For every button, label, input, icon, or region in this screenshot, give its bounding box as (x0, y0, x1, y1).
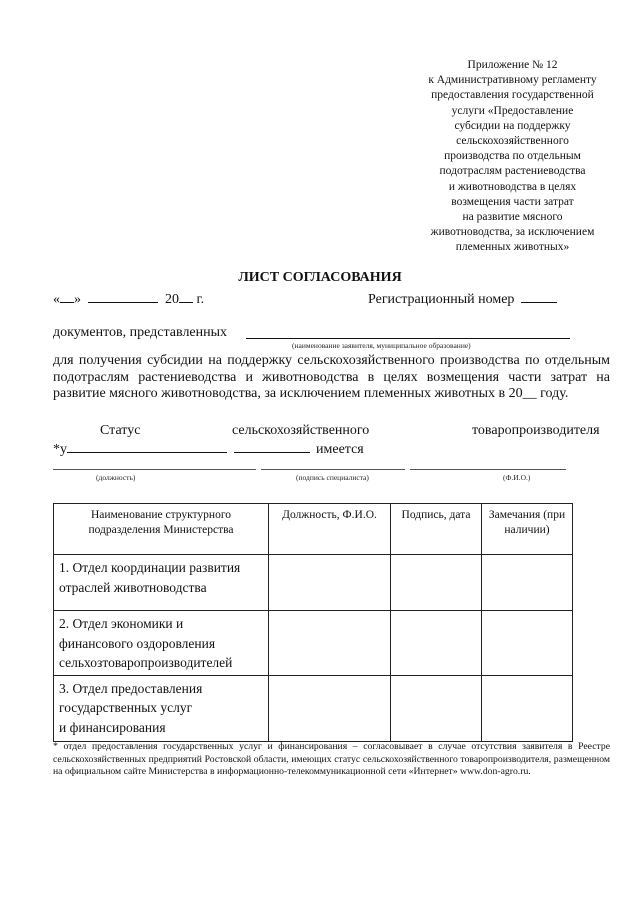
applicant-blank[interactable] (246, 338, 570, 339)
open-quote: « (53, 292, 60, 307)
month-blank[interactable] (88, 289, 158, 303)
table-row (54, 555, 573, 611)
appendix-line: Приложение № 12 (467, 59, 558, 71)
appendix-line: племенных животных» (455, 241, 570, 254)
remarks-cell[interactable] (482, 555, 573, 611)
position-line[interactable] (53, 469, 256, 470)
date-field (53, 289, 204, 308)
body-paragraph: для получения субсидии на поддержку сельскохозяйственного производства по отдельным подотраслям растениеводства и животноводства в целях возмещения части затрат на развитие мясного животноводства, за исключением племенных животных в 20__ году. (53, 353, 610, 402)
status-prefix: *у (53, 442, 67, 457)
year-blank[interactable] (179, 289, 193, 303)
signature-line[interactable] (261, 469, 405, 470)
registration-number-field (368, 289, 557, 308)
signature-date-cell[interactable] (391, 555, 482, 611)
document-title: ЛИСТ СОГЛАСОВАНИЯ (238, 270, 402, 285)
remarks-cell[interactable] (482, 611, 573, 676)
name-caption: (Ф.И.О.) (503, 473, 531, 482)
applicant-caption: (наименование заявителя, муниципальное образование) (292, 341, 471, 350)
header-signature-date: Подпись, дата (391, 504, 482, 555)
header-department: Наименование структурного подразделения Министерства (54, 504, 269, 555)
header-position-name: Должность, Ф.И.О. (269, 504, 391, 555)
name-line[interactable] (410, 469, 566, 470)
department-cell: 1. Отдел координации развития отраслей животноводства (54, 555, 269, 611)
day-blank[interactable] (60, 289, 74, 303)
signature-date-cell[interactable] (391, 611, 482, 676)
status-blank-1[interactable] (67, 439, 227, 453)
remarks-cell[interactable] (482, 675, 573, 741)
registration-label: Регистрационный номер (368, 292, 515, 307)
documents-label: документов, представленных (53, 325, 228, 340)
close-quote: » (74, 292, 81, 307)
appendix-line: предоставления государственной (431, 89, 594, 102)
table-row (54, 675, 573, 741)
year-prefix: 20 (165, 292, 179, 307)
status-word: Статус (100, 423, 141, 438)
appendix-line: подотраслям растениеводства (439, 165, 586, 178)
table-row (54, 611, 573, 676)
department-cell: 2. Отдел экономики и финансового оздоровления сельхозтоваропроизводителей (54, 611, 269, 676)
signature-caption: (подпись специалиста) (296, 473, 369, 482)
year-suffix: г. (196, 292, 205, 307)
status-has: имеется (316, 442, 364, 457)
appendix-line: и животноводства в целях (448, 180, 577, 193)
appendix-line: к Административному регламенту (428, 74, 597, 87)
header-remarks: Замечания (при наличии) (482, 504, 573, 555)
table-header-row (54, 504, 573, 555)
appendix-line: производства по отдельным (444, 150, 581, 163)
appendix-line: услуги «Предоставление (451, 104, 574, 117)
appendix-note (410, 58, 615, 256)
department-cell: 3. Отдел предоставления государственных услуг и финансирования (54, 675, 269, 741)
registration-blank[interactable] (521, 289, 557, 303)
appendix-line: субсидии на поддержку (454, 119, 571, 132)
position-name-cell[interactable] (269, 611, 391, 676)
position-caption: (должность) (96, 473, 136, 482)
status-word: товаропроизводителя (472, 423, 600, 438)
status-word: сельскохозяйственного (232, 423, 370, 438)
appendix-line: сельскохозяйственного (456, 135, 569, 148)
appendix-line: возмещения части затрат (451, 195, 574, 208)
appendix-line: на развитие мясного (462, 211, 563, 224)
position-name-cell[interactable] (269, 555, 391, 611)
footnote: * отдел предоставления государственных услуг и финансирования – согласовывает в случае отсутствия заявителя в Реестре сельскохозяйственных предприятий Ростовской области, имеющих статус сельскохозяйственного товаропроизводителя, размещенном на официальном сайте Министерства в информационно-телекоммуникационной сети «Интернет» www.don-agro.ru. (53, 741, 610, 778)
signature-date-cell[interactable] (391, 675, 482, 741)
approval-table (53, 503, 573, 742)
position-name-cell[interactable] (269, 675, 391, 741)
status-blank-2[interactable] (234, 439, 310, 453)
appendix-line: животноводства, за исключением (430, 226, 595, 239)
status-has-line (53, 439, 364, 458)
